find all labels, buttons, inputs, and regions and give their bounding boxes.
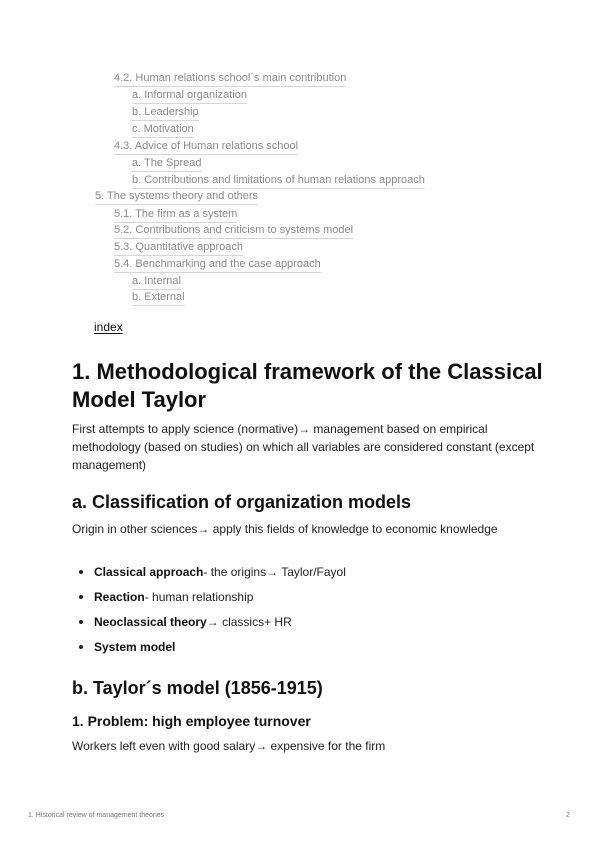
toc-link[interactable]: 4.2. Human relations school´s main contribution [114, 71, 346, 87]
toc-link[interactable]: b. Leadership [132, 105, 199, 121]
list-item-term: Reaction [94, 590, 145, 604]
list-item-term: System model [94, 640, 176, 654]
list-item-description: - the origins→ Taylor/Fayol [203, 565, 346, 579]
toc-link[interactable]: 5.3. Quantitative approach [114, 240, 243, 256]
subsection-1-heading: 1. Problem: high employee turnover [72, 713, 311, 729]
list-item [72, 588, 532, 613]
bullet-icon [79, 645, 83, 649]
toc-link[interactable]: 5.1. The firm as a system [114, 207, 237, 223]
footer-chapter-title: 1. Historical review of management theories [28, 812, 165, 819]
section-a-heading: a. Classification of organization models [72, 492, 412, 512]
toc-link[interactable]: 4.3. Advice of Human relations school [114, 139, 298, 155]
footer-page-number: 2 [566, 812, 570, 819]
section-a-intro: Origin in other sciences→ apply this fields of knowledge to economic knowledge [72, 522, 498, 536]
list-item-description: - human relationship [144, 590, 254, 604]
list-item-description: → classics+ HR [206, 615, 292, 629]
bullet-icon [79, 620, 83, 624]
bullet-icon [79, 570, 83, 574]
toc-link[interactable]: c. Motivation [132, 122, 194, 138]
toc-link[interactable]: a. The Spread [132, 156, 202, 172]
subsection-1-text: Workers left even with good salary→ expensive for the firm [72, 739, 386, 753]
section-1-intro: First attempts to apply science (normative)→ management based on empirical methodology (based on studies) on which all variables are considered constant (except management) [72, 422, 535, 472]
bullet-icon [79, 595, 83, 599]
toc-link[interactable]: b. External [132, 290, 185, 306]
section-1-title: 1. Methodological framework of the Classical Model Taylor [72, 359, 543, 412]
list-item [72, 638, 532, 663]
toc-link[interactable]: 5.4. Benchmarking and the case approach [114, 257, 321, 273]
list-item-term: Classical approach [94, 565, 204, 579]
list-item [72, 613, 532, 638]
toc-link[interactable]: 5.2. Contributions and criticism to systems model [114, 223, 353, 239]
list-item-term: Neoclassical theory [94, 615, 207, 629]
list-item [72, 563, 532, 588]
toc-link[interactable]: b. Contributions and limitations of human relations approach [132, 173, 425, 189]
toc-link[interactable]: a. Informal organization [132, 88, 247, 104]
index-link[interactable]: index [94, 320, 123, 334]
model-list [72, 563, 532, 663]
toc-link[interactable]: a. Internal [132, 274, 181, 290]
toc-link[interactable]: 5. The systems theory and others [95, 189, 258, 205]
section-b-heading: b. Taylor´s model (1856-1915) [72, 678, 323, 698]
